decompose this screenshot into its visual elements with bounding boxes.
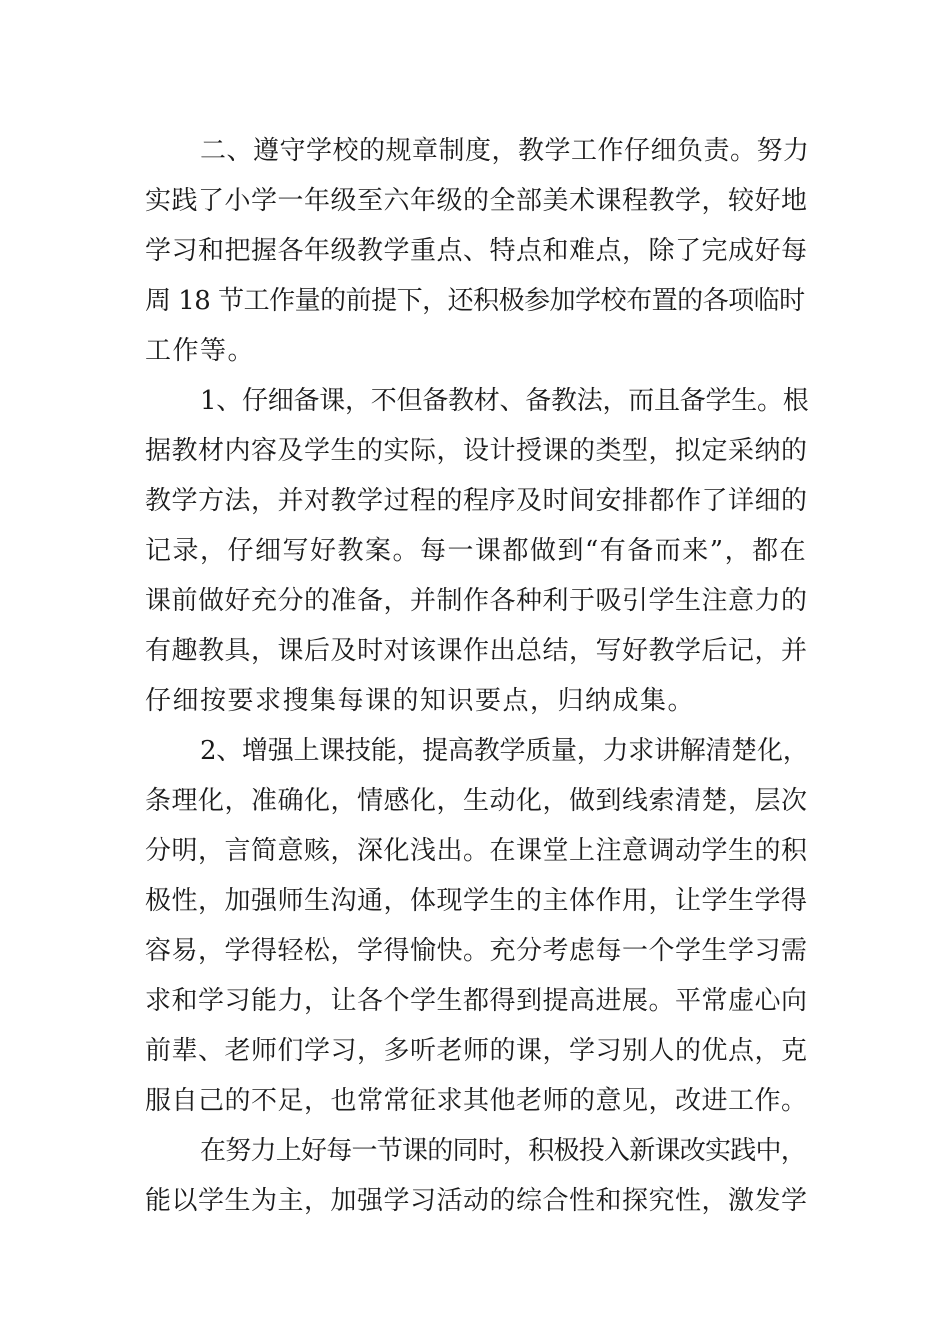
text-line: 服自己的不足，也常常征求其他老师的意见，改进工作。 bbox=[145, 1086, 808, 1116]
text-line: 实践了小学一年级至六年级的全部美术课程教学，较好地 bbox=[145, 186, 808, 216]
text-line: 工作等。 bbox=[145, 336, 256, 366]
body-text bbox=[145, 126, 810, 1226]
text-line: 学习和把握各年级教学重点、特点和难点，除了完成好每 bbox=[145, 236, 808, 266]
text-line: 教学方法，并对教学过程的程序及时间安排都作了详细的 bbox=[145, 486, 808, 516]
text-line: 求和学习能力，让各个学生都得到提高进展。平常虚心向 bbox=[145, 986, 808, 1016]
text-line: 记录，仔细写好教案。每一课都做到“有备而来”，都在 bbox=[145, 536, 808, 566]
text-line: 课前做好充分的准备，并制作各种利于吸引学生注意力的 bbox=[145, 586, 808, 616]
text-line: 有趣教具，课后及时对该课作出总结，写好教学后记，并 bbox=[145, 636, 808, 666]
text-line: 在努力上好每一节课的同时，积极投入新课改实践中， bbox=[200, 1136, 807, 1166]
text-line: 前辈、老师们学习，多听老师的课，学习别人的优点，克 bbox=[145, 1036, 808, 1066]
text-line: 2、增强上课技能，提高教学质量，力求讲解清楚化， bbox=[200, 736, 809, 766]
text-line: 1、仔细备课，不但备教材、备教法，而且备学生。根 bbox=[200, 386, 809, 416]
text-line: 周 18 节工作量的前提下，还积极参加学校布置的各项临时 bbox=[145, 286, 805, 316]
text-line: 分明，言简意赅，深化浅出。在课堂上注意调动学生的积 bbox=[145, 836, 808, 866]
text-line: 能以学生为主，加强学习活动的综合性和探究性，激发学 bbox=[145, 1186, 808, 1216]
text-line: 容易，学得轻松，学得愉快。充分考虑每一个学生学习需 bbox=[145, 936, 808, 966]
text-line: 仔细按要求搜集每课的知识要点，归纳成集。 bbox=[145, 686, 696, 716]
text-line: 极性，加强师生沟通，体现学生的主体作用，让学生学得 bbox=[145, 886, 808, 916]
text-line: 据教材内容及学生的实际，设计授课的类型，拟定采纳的 bbox=[145, 436, 808, 466]
text-line: 条理化，准确化，情感化，生动化，做到线索清楚，层次 bbox=[145, 786, 808, 816]
text-line: 二、遵守学校的规章制度，教学工作仔细负责。努力 bbox=[200, 136, 810, 166]
